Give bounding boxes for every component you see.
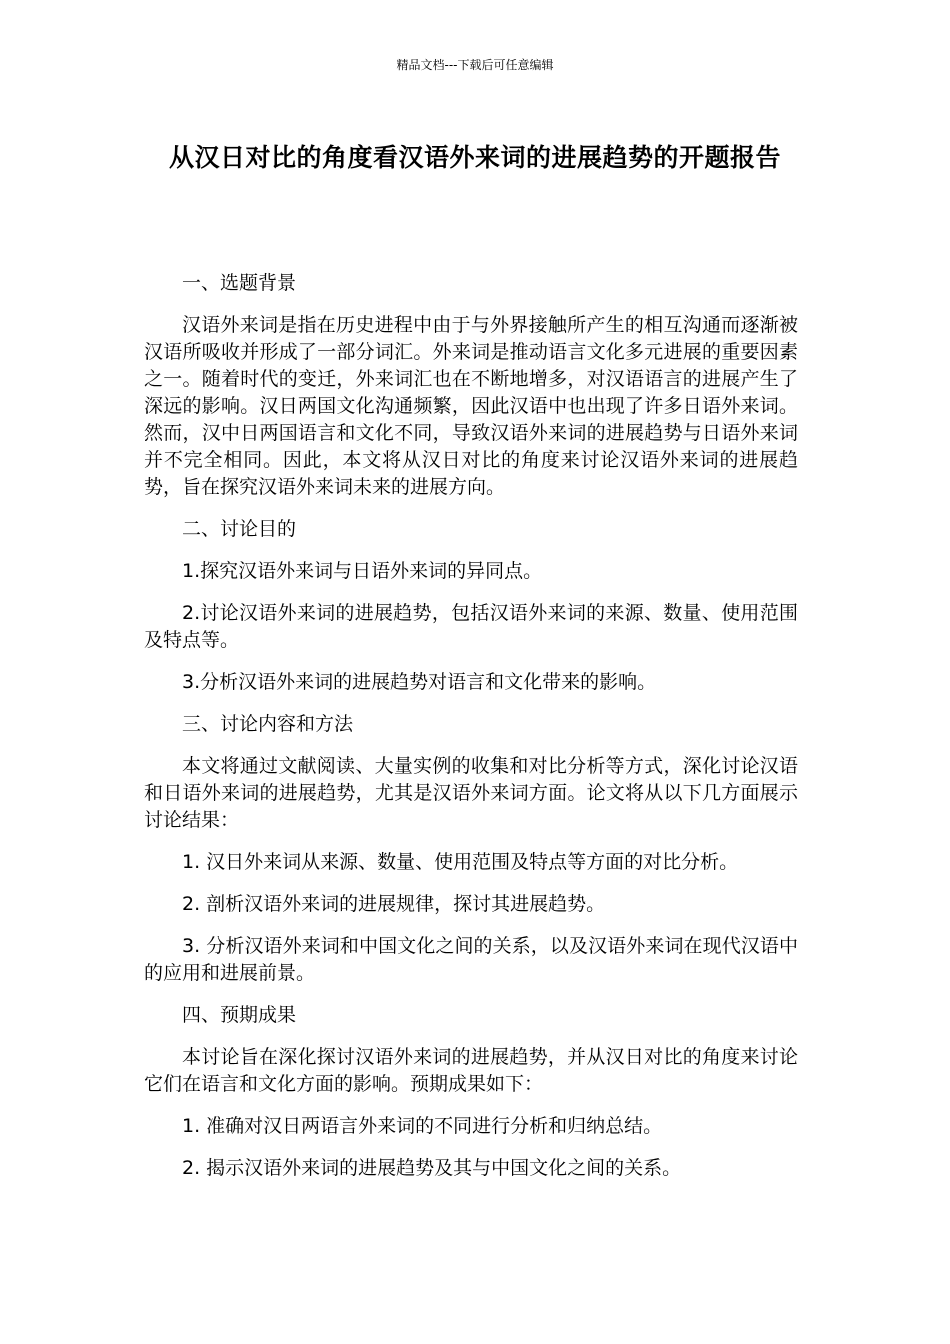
purpose-item-1: 1.探究汉语外来词与日语外来词的异同点。	[182, 560, 543, 582]
section-heading-content-method: 三、讨论内容和方法	[182, 713, 354, 735]
content-item-3: 3. 分析汉语外来词和中国文化之间的关系，以及汉语外来词在现代汉语中的应用和进展前景。	[144, 935, 798, 984]
paragraph-content-method: 本文将通过文献阅读、大量实例的收集和对比分析等方式，深化讨论汉语和日语外来词的进展趋势，尤其是汉语外来词方面。论文将从以下几方面展示讨论结果：	[144, 755, 798, 831]
purpose-item-3: 3.分析汉语外来词的进展趋势对语言和文化带来的影响。	[182, 671, 657, 693]
section-heading-expected-results: 四、预期成果	[182, 1004, 297, 1026]
paragraph-background: 汉语外来词是指在历史进程中由于与外界接触所产生的相互沟通而逐渐被汉语所吸收并形成了一部分词汇。外来词是推动语言文化多元进展的重要因素之一。随着时代的变迁，外来词汇也在不断地增多，对汉语语言的进展产生了深远的影响。汉日两国文化沟通频繁，因此汉语中也出现了许多日语外来词。然而，汉中日两国语言和文化不同，导致汉语外来词的进展趋势与日语外来词并不完全相同。因此，本文将从汉日对比的角度来讨论汉语外来词的进展趋势，旨在探究汉语外来词未来的进展方向。	[144, 314, 798, 498]
section-heading-purpose: 二、讨论目的	[182, 518, 297, 540]
purpose-item-2: 2.讨论汉语外来词的进展趋势，包括汉语外来词的来源、数量、使用范围及特点等。	[144, 602, 798, 651]
content-item-2: 2. 剖析汉语外来词的进展规律，探讨其进展趋势。	[182, 893, 606, 915]
content-item-1: 1. 汉日外来词从来源、数量、使用范围及特点等方面的对比分析。	[182, 851, 739, 873]
paragraph-expected-results: 本讨论旨在深化探讨汉语外来词的进展趋势，并从汉日对比的角度来讨论它们在语言和文化方面的影响。预期成果如下：	[144, 1046, 798, 1095]
result-item-1: 1. 准确对汉日两语言外来词的不同进行分析和归纳总结。	[182, 1115, 663, 1137]
document-body	[144, 270, 798, 1197]
section-heading-background: 一、选题背景	[182, 272, 297, 294]
result-item-2: 2. 揭示汉语外来词的进展趋势及其与中国文化之间的关系。	[182, 1157, 682, 1179]
document-title: 从汉日对比的角度看汉语外来词的进展趋势的开题报告	[168, 143, 781, 172]
page-header-note: 精品文档---下载后可任意编辑	[396, 58, 554, 72]
